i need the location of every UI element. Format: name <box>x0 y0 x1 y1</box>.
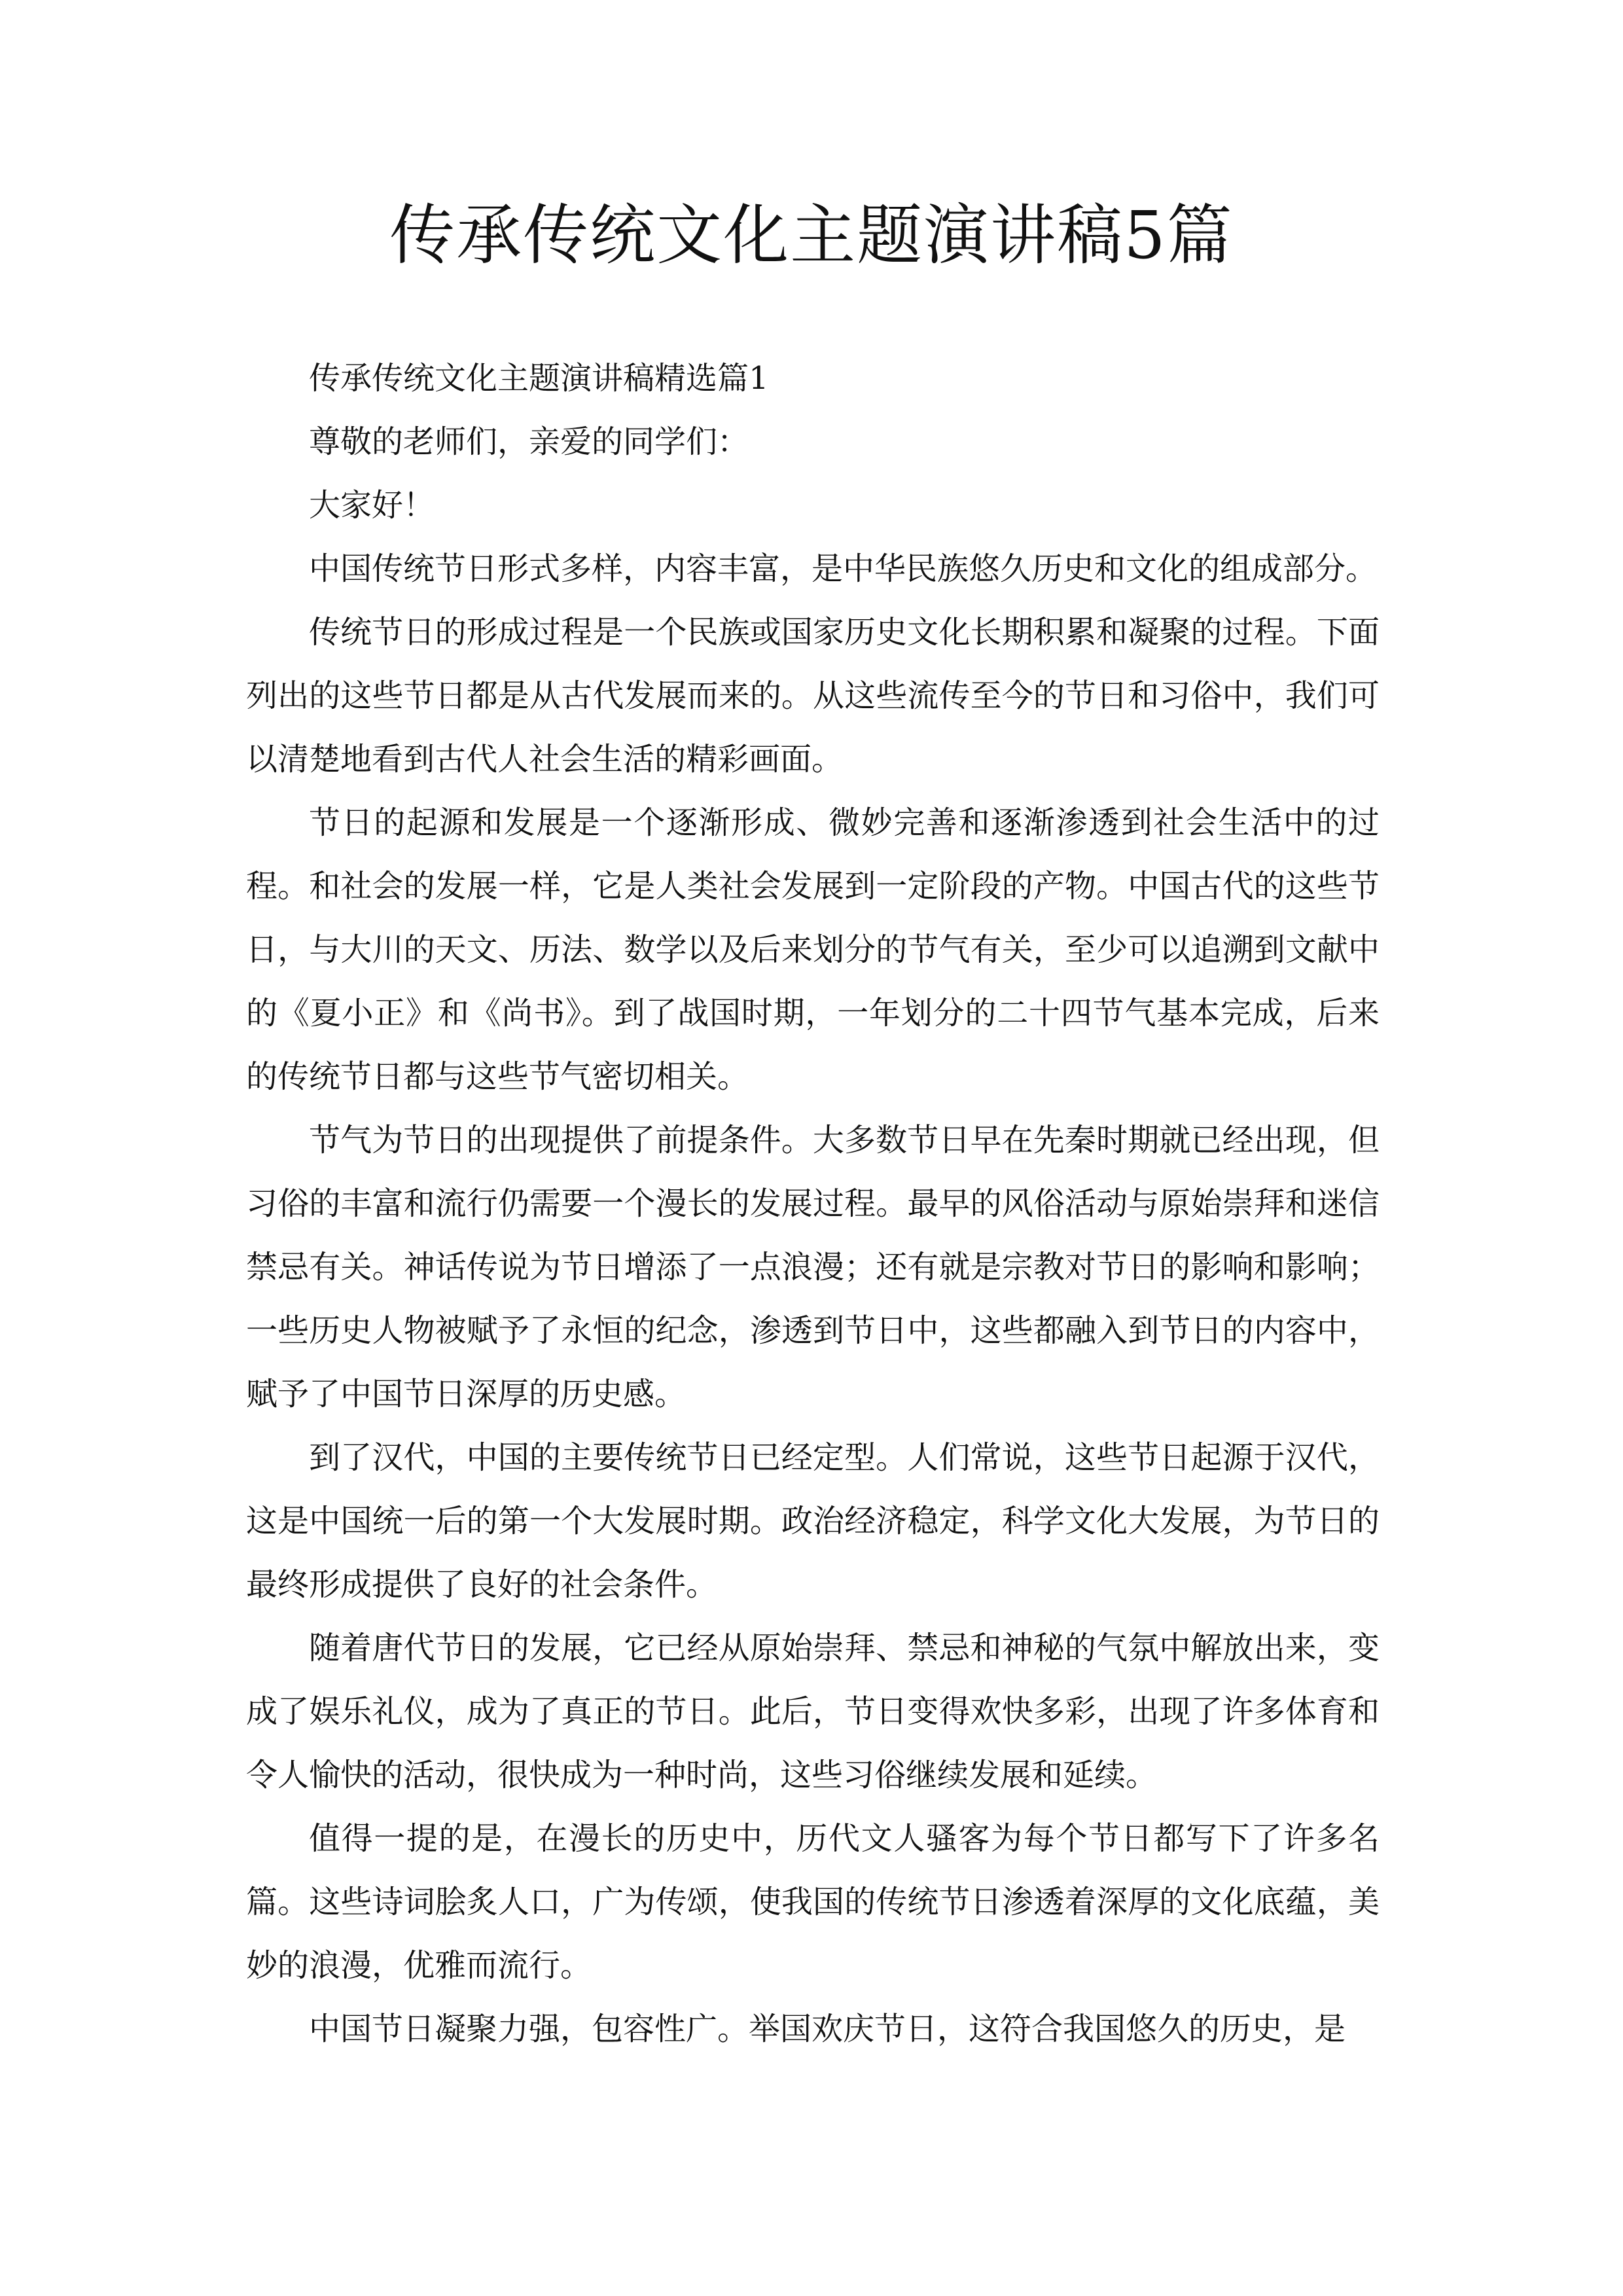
paragraph: 中国节日凝聚力强，包容性广。举国欢庆节日，这符合我国悠久的历史，是 <box>309 2011 1346 2047</box>
paragraph: 随着唐代节日的发展，它已经从原始崇拜、禁忌和神秘的气氛中解放出来，变成了娱乐礼仪，成为了真正的节日。此后，节日变得欢快多彩，出现了许多体育和令人愉快的活动，很快成为一种时尚，这些习俗继续发展和延续。 <box>246 1630 1380 1793</box>
paragraph: 到了汉代，中国的主要传统节日已经定型。人们常说，这些节日起源于汉代，这是中国统一后的第一个大发展时期。政治经济稳定，科学文化大发展，为节日的最终形成提供了良好的社会条件。 <box>246 1439 1380 1603</box>
greeting: 大家好！ <box>309 487 435 524</box>
paragraph: 节日的起源和发展是一个逐渐形成、微妙完善和逐渐渗透到社会生活中的过程。和社会的发展一样，它是人类社会发展到一定阶段的产物。中国古代的这些节日，与大川的天文、历法、数学以及后来划分的节气有关，至少可以追溯到文献中的《夏小正》和《尚书》。到了战国时期，一年划分的二十四节气基本完成，后来的传统节日都与这些节气密切相关。 <box>246 804 1380 1095</box>
paragraph: 中国传统节日形式多样，内容丰富，是中华民族悠久历史和文化的组成部分。 <box>309 550 1378 587</box>
document-body <box>246 347 1380 2061</box>
paragraph: 值得一提的是，在漫长的历史中，历代文人骚客为每个节日都写下了许多名篇。这些诗词脍炙人口，广为传颂，使我国的传统节日渗透着深厚的文化底蕴，美妙的浪漫，优雅而流行。 <box>246 1820 1380 1984</box>
paragraph: 节气为节日的出现提供了前提条件。大多数节日早在先秦时期就已经出现，但习俗的丰富和流行仍需要一个漫长的发展过程。最早的风俗活动与原始崇拜和迷信禁忌有关。神话传说为节日增添了一点浪漫；还有就是宗教对节日的影响和影响；一些历史人物被赋予了永恒的纪念，渗透到节日中，这些都融入到节日的内容中，赋予了中国节日深厚的历史感。 <box>246 1122 1380 1412</box>
salutation: 尊敬的老师们，亲爱的同学们： <box>309 423 749 460</box>
paragraph: 传统节日的形成过程是一个民族或国家历史文化长期积累和凝聚的过程。下面列出的这些节日都是从古代发展而来的。从这些流传至今的节日和习俗中，我们可以清楚地看到古代人社会生活的精彩画面。 <box>246 614 1380 778</box>
section-heading: 传承传统文化主题演讲稿精选篇1 <box>309 360 769 397</box>
document-title: 传承传统文化主题演讲稿5篇 <box>389 197 1234 274</box>
